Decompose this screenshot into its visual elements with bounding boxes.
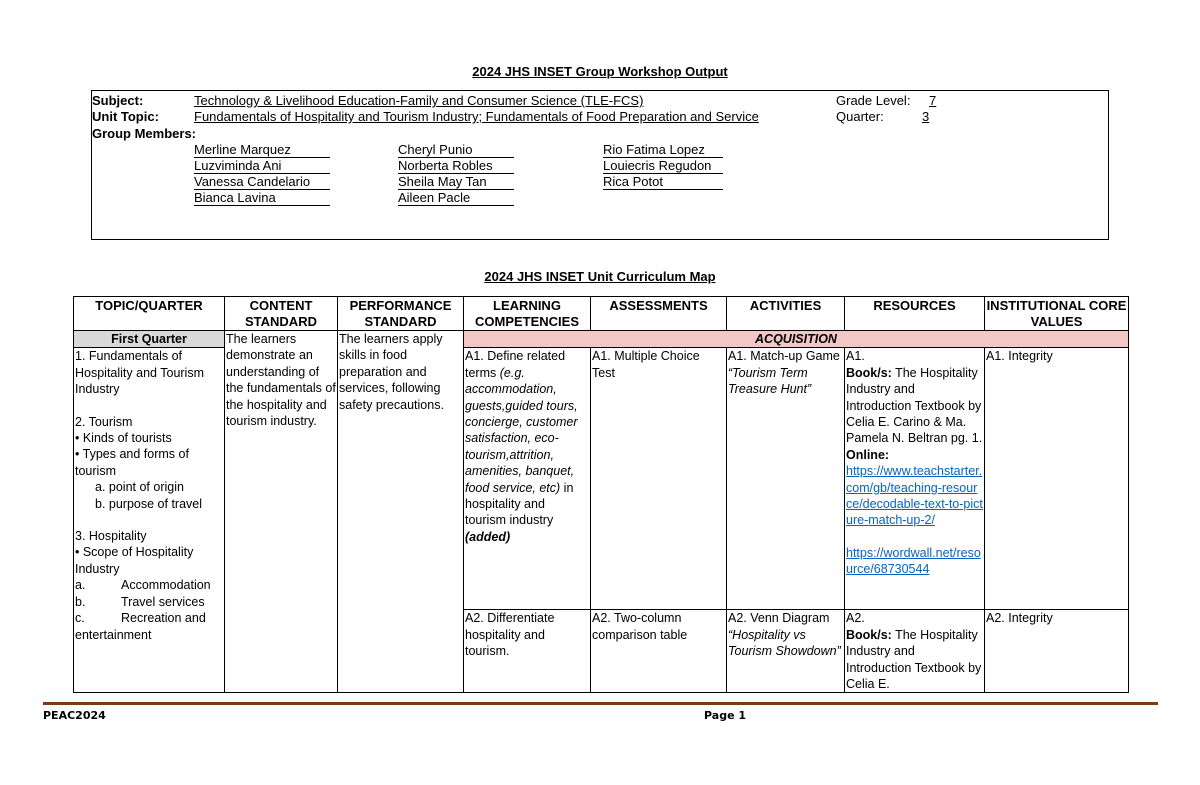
assessment-a1: A1. Multiple Choice Test bbox=[591, 348, 727, 610]
member-name: Aileen Pacle bbox=[398, 190, 470, 206]
header-content-standard: CONTENT STANDARD bbox=[225, 297, 338, 331]
member-name: Norberta Robles bbox=[398, 158, 493, 174]
learning-competency-a1: A1. Define related terms (e.g. accommodation, guests,guided tours, concierge, customer satisfaction, eco-tourism,attrition, amenities, banquet, food service, etc) in hospitality and tourism industry (added) bbox=[464, 348, 591, 610]
header-core-values: INSTITUTIONAL CORE VALUES bbox=[985, 297, 1129, 331]
header-learning-competencies: LEARNING COMPETENCIES bbox=[464, 297, 591, 331]
topic-3a-c: c. Recreation and entertainment bbox=[75, 611, 206, 642]
member-name: Vanessa Candelario bbox=[194, 174, 310, 190]
header-topic: TOPIC/QUARTER bbox=[74, 297, 225, 331]
header-resources: RESOURCES bbox=[845, 297, 985, 331]
member-name: Sheila May Tan bbox=[398, 174, 487, 190]
workshop-title: 2024 JHS INSET Group Workshop Output bbox=[472, 64, 728, 79]
activity-a2: A2. Venn Diagram “Hospitality vs Tourism Showdown” bbox=[727, 610, 845, 693]
header-assessments: ASSESSMENTS bbox=[591, 297, 727, 331]
quarter-value: 3 bbox=[922, 109, 930, 124]
first-quarter-cell: First Quarter bbox=[74, 331, 225, 348]
member-name: Bianca Lavina bbox=[194, 190, 276, 206]
quarter-label: Quarter: bbox=[836, 109, 884, 124]
topic-2b1: a. point of origin bbox=[95, 480, 184, 495]
resource-link-teachstarter[interactable]: https://www.teachstarter.com/gb/teaching-resource/decodable-text-to-picture-match-up-2/ bbox=[846, 464, 983, 528]
topic-2: 2. Tourism bbox=[75, 414, 133, 429]
footer-divider bbox=[43, 702, 1158, 705]
learning-competency-a2: A2. Differentiate hospitality and tourism. bbox=[464, 610, 591, 693]
member-name: Rio Fatima Lopez bbox=[603, 142, 705, 158]
topic-cell bbox=[74, 348, 225, 693]
core-value-a2: A2. Integrity bbox=[985, 610, 1129, 693]
topic-2a: • Kinds of tourists bbox=[75, 431, 172, 446]
unit-label: Unit Topic: bbox=[92, 109, 159, 124]
member-name: Luzviminda Ani bbox=[194, 158, 281, 174]
content-standard-cell: The learners demonstrate an understanding of the fundamentals of the hospitality and tourism industry. bbox=[225, 331, 338, 693]
grade-value: 7 bbox=[929, 93, 937, 108]
member-name: Cheryl Punio bbox=[398, 142, 472, 158]
grade-label: Grade Level: bbox=[836, 93, 911, 108]
assessment-a2: A2. Two-column comparison table bbox=[591, 610, 727, 693]
member-name: Merline Marquez bbox=[194, 142, 291, 158]
topic-1: 1. Fundamentals of Hospitality and Tourism Industry bbox=[75, 349, 204, 397]
performance-standard-cell: The learners apply skills in food preparation and services, following safety precautions. bbox=[338, 331, 464, 693]
acquisition-banner: ACQUISITION bbox=[464, 331, 1129, 348]
topic-2b: • Types and forms of tourism bbox=[75, 447, 189, 478]
topic-2b2: b. purpose of travel bbox=[95, 496, 203, 511]
resource-link-wordwall[interactable]: https://wordwall.net/resource/68730544 bbox=[846, 545, 981, 577]
members-label: Group Members: bbox=[92, 126, 197, 141]
header-row bbox=[74, 297, 1129, 331]
member-name: Louiecris Regudon bbox=[603, 158, 711, 174]
activity-a1: A1. Match-up Game “Tourism Term Treasure Hunt” bbox=[727, 348, 845, 610]
topic-3: 3. Hospitality bbox=[75, 529, 147, 544]
header-performance-standard: PERFORMANCE STANDARD bbox=[338, 297, 464, 331]
resources-a2: A2. Book/s: The Hospitality Industry and Introduction Textbook by Celia E. bbox=[845, 610, 985, 693]
header-activities: ACTIVITIES bbox=[727, 297, 845, 331]
topic-3a-a: a. Accommodation bbox=[75, 578, 211, 593]
subject-label: Subject: bbox=[92, 93, 144, 108]
curriculum-map-title: 2024 JHS INSET Unit Curriculum Map bbox=[484, 269, 716, 284]
footer-left: PEAC2024 bbox=[43, 709, 106, 722]
member-name: Rica Potot bbox=[603, 174, 663, 190]
topic-3a: • Scope of Hospitality Industry bbox=[75, 545, 194, 576]
resources-a1: A1. Book/s: The Hospitality Industry and Introduction Textbook by Celia E. Carino & Ma. Pamela N. Beltran pg. 1. Online: https://www.teachstarter.com/gb/teaching-resource/decodable-text-to-picture-match-up-2/ https://wordwall.net/resource/68730544 bbox=[845, 348, 985, 610]
curriculum-map-table bbox=[73, 296, 1129, 693]
page-number: Page 1 bbox=[704, 709, 747, 722]
core-value-a1: A1. Integrity bbox=[985, 348, 1129, 610]
quarter-row bbox=[74, 331, 1129, 348]
unit-value: Fundamentals of Hospitality and Tourism Industry; Fundamentals of Food Preparation and Service bbox=[194, 109, 759, 124]
subject-value: Technology & Livelihood Education-Family and Consumer Science (TLE-FCS) bbox=[194, 93, 644, 108]
topic-3a-b: b. Travel services bbox=[75, 594, 205, 609]
